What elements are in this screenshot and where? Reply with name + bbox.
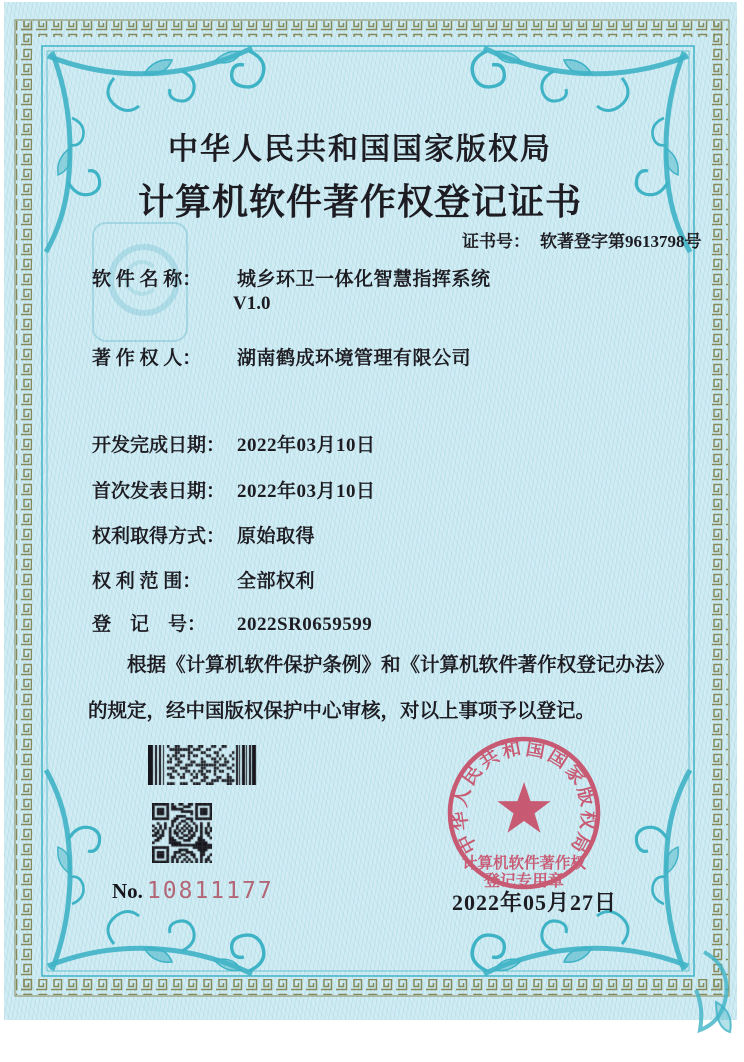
field-label: 开发完成日期： [92, 435, 226, 456]
serial-number-line [112, 878, 274, 904]
seal-ring-text: 中华人民共和国国家版权局 [449, 738, 599, 857]
border-top [16, 21, 728, 37]
seal-line1: 计算机软件著作权 [461, 855, 587, 872]
field-label: 首次发表日期： [92, 481, 226, 502]
certificate-title: 计算机软件著作权登记证书 [137, 182, 582, 222]
certificate-number-value: 软著登字第9613798号 [540, 232, 702, 251]
serial-prefix: No. [112, 879, 143, 903]
field-first-publish-date [92, 476, 376, 503]
field-copyright-owner [92, 343, 471, 370]
issue-date: 2022年05月27日 [452, 890, 618, 915]
certificate-number-line [462, 227, 708, 252]
field-rights-acquisition [92, 521, 315, 548]
field-label: 登 记 号： [92, 614, 207, 635]
border-bottom [16, 979, 728, 995]
field-value: 城乡环卫一体化智慧指挥系统 [237, 269, 491, 290]
field-label: 权利取得方式： [92, 526, 226, 547]
field-value: 湖南鹤成环境管理有限公司 [237, 348, 472, 369]
qr-code [152, 803, 212, 863]
field-value: 原始取得 [237, 526, 316, 547]
field-software-name [92, 264, 491, 291]
field-label: 软 件 名 称： [92, 269, 202, 290]
field-value: 全部权利 [237, 571, 316, 592]
certificate-number-label: 证书号： [462, 232, 530, 251]
field-value: 2022SR0659599 [237, 614, 373, 635]
registration-statement: 根据《计算机软件保护条例》和《计算机软件著作权登记办法》的规定，经中国版权保护中心审核，对以上事项予以登记。 [88, 655, 674, 722]
field-dev-complete-date [92, 430, 376, 457]
barcode [148, 745, 260, 785]
field-label: 著 作 权 人： [92, 348, 202, 369]
software-version: V1.0 [233, 293, 271, 314]
issuing-authority: 中华人民共和国国家版权局 [168, 133, 552, 166]
field-value: 2022年03月10日 [237, 435, 376, 456]
seal-star [497, 782, 550, 833]
field-label: 权 利 范 围： [92, 571, 202, 592]
field-value: 2022年03月10日 [237, 481, 376, 502]
field-registration-number [92, 609, 372, 636]
certificate-body [4, 2, 737, 1020]
field-rights-scope [92, 566, 315, 593]
serial-number: 10811177 [146, 878, 274, 904]
official-seal [444, 733, 604, 893]
seal-line2: 登记专用章 [483, 873, 565, 890]
